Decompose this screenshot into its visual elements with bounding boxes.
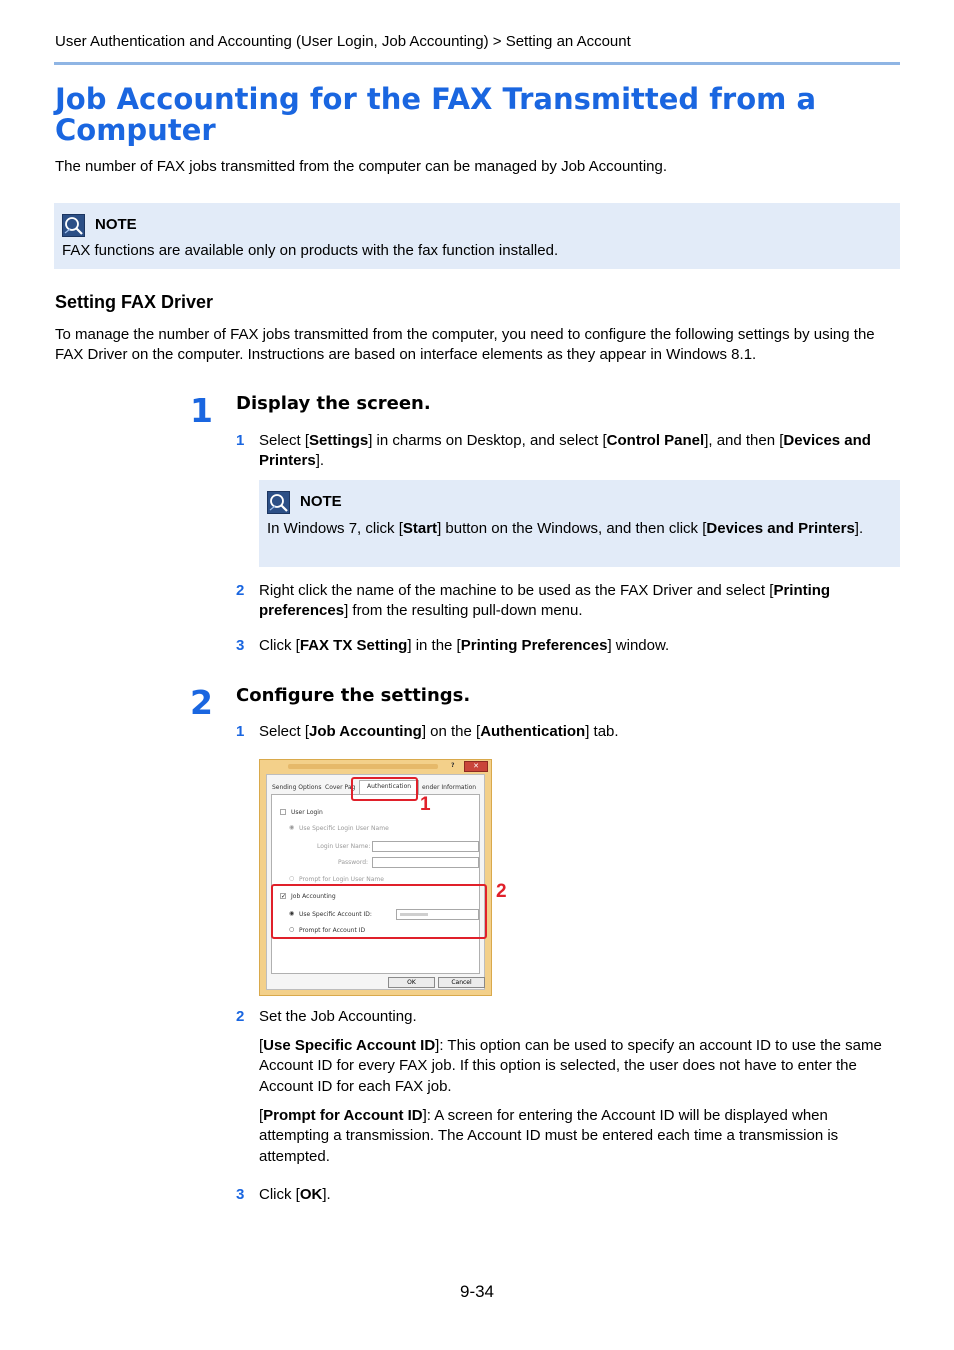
tab-label: Authentication: [367, 783, 412, 790]
text-run: ] from the resulting pull-down menu.: [344, 602, 583, 620]
text-run: In Windows 7, click [: [267, 520, 403, 537]
text-run: ].: [322, 1186, 331, 1203]
breadcrumb: User Authentication and Accounting (User Login, Job Accounting) > Setting an Account: [55, 33, 631, 50]
user-login-checkbox[interactable]: [280, 809, 286, 815]
ui-term: Control Panel: [606, 432, 705, 449]
substep-text: Set the Job Accounting.: [259, 1008, 417, 1025]
note-text: [267, 519, 877, 539]
callout-number: 2: [496, 881, 507, 902]
ui-term: Start: [402, 520, 438, 537]
user-login-label: User Login: [291, 809, 323, 816]
section-title: Setting FAX Driver: [55, 292, 214, 312]
dialog-body: [266, 774, 485, 990]
login-user-name-label: Login User Name:: [317, 843, 371, 850]
text-run: ].: [315, 452, 325, 470]
use-specific-account-label: Use Specific Account ID:: [299, 911, 372, 918]
close-icon[interactable]: ✕: [464, 761, 488, 772]
ok-button[interactable]: OK: [388, 977, 435, 988]
password-field[interactable]: [372, 857, 479, 868]
help-button[interactable]: ?: [451, 762, 455, 769]
prompt-account-label: Prompt for Account ID: [299, 927, 366, 934]
step-number: 2: [190, 683, 213, 722]
note-label: NOTE: [300, 493, 342, 511]
ui-term: Job Accounting: [309, 723, 422, 740]
radio-icon[interactable]: ◉: [289, 910, 295, 917]
note-header: [62, 214, 137, 237]
note-box: [259, 480, 900, 567]
note-header: [267, 491, 342, 514]
substep-text: [259, 722, 899, 742]
text-run: ].: [854, 520, 864, 537]
tab-sending-options[interactable]: Sending Options: [272, 784, 322, 791]
highlight-frame: [351, 777, 418, 801]
login-user-name-field[interactable]: [372, 841, 479, 852]
substep-number: 2: [236, 1008, 245, 1025]
step-number: 1: [190, 391, 213, 430]
substep-number: 2: [236, 582, 245, 599]
ui-term: Authentication: [480, 723, 586, 740]
text-run: ] in the [: [407, 637, 461, 654]
ui-term: Printing preferences: [259, 582, 831, 620]
option-description: [Use Specific Account ID]: This option can be used to specify an account ID to use the same Account ID for every FAX job. If this option is selected, the user does not have to enter the Account ID for each FAX job.: [259, 1037, 882, 1095]
note-icon: [62, 214, 85, 237]
option-description: [Prompt for Account ID]: A screen for entering the Account ID will be displayed when attempting a transmission. The Account ID must be entered each time a transmission is attempted.: [259, 1107, 839, 1165]
substep-number: 1: [236, 723, 245, 740]
dialog-screenshot: [259, 759, 507, 996]
header-rule: [54, 62, 900, 65]
ui-term: Devices and Printers: [706, 520, 855, 537]
text-run: ] tab.: [585, 723, 619, 740]
radio-icon[interactable]: ◉: [289, 824, 295, 831]
cancel-button[interactable]: Cancel: [438, 977, 485, 988]
note-box: [54, 203, 900, 269]
substep-number: 1: [236, 432, 245, 449]
radio-icon[interactable]: ○: [289, 926, 295, 933]
text-run: ]: This option can be used to specify an account ID to use the same Account ID for every FAX job. If this option is selected, the user does not have to enter the Account ID for each FAX job.: [259, 1037, 882, 1095]
step-title: Display the screen.: [236, 393, 431, 414]
text-run: ]: A screen for entering the Account ID will be displayed when attempting a transmission. The Account ID must be entered each time a transmission is attempted.: [259, 1107, 839, 1165]
ui-term: OK: [299, 1186, 323, 1203]
callout-number: 1: [420, 794, 431, 815]
tab-cover-page[interactable]: Cover Pag: [325, 784, 356, 791]
ui-term: Devices and Printers: [259, 432, 871, 470]
substep-number: 3: [236, 1186, 245, 1203]
step-title: Configure the settings.: [236, 685, 471, 706]
substep-text: [259, 1185, 899, 1205]
job-accounting-checkbox[interactable]: ✓: [281, 893, 287, 900]
text-run: Click [: [259, 637, 300, 654]
text-run: ] in charms on Desktop, and select [: [368, 432, 607, 449]
section-paragraph: To manage the number of FAX jobs transmitted from the computer, you need to configure the following settings by using the FAX Driver on the computer. Instructions are based on interface elements as they appear in Windows 8.1.: [55, 326, 875, 364]
substep-number: 3: [236, 637, 245, 654]
note-icon: [267, 491, 290, 514]
ui-term: Printing Preferences: [460, 637, 608, 654]
dialog-title-bar-blurred: [288, 764, 438, 769]
tab-sender-information[interactable]: ender Information: [422, 784, 477, 791]
ui-term: Prompt for Account ID: [263, 1107, 423, 1124]
text-run: Select [: [259, 723, 310, 740]
use-specific-login-label: Use Specific Login User Name: [299, 825, 389, 832]
text-run: ], and then [: [704, 432, 784, 449]
text-run: Select [: [259, 432, 310, 449]
text-run: Click [: [259, 1186, 300, 1203]
radio-icon[interactable]: ○: [289, 875, 295, 882]
note-label: NOTE: [95, 216, 137, 234]
intro-text: The number of FAX jobs transmitted from the computer can be managed by Job Accounting.: [55, 158, 667, 175]
note-text: FAX functions are available only on products with the fax function installed.: [62, 242, 559, 259]
ui-term: Use Specific Account ID: [263, 1037, 436, 1054]
page-number: 9-34: [459, 1282, 495, 1301]
substep-text: [259, 581, 899, 622]
substep-text: [259, 636, 899, 656]
substep-text: [259, 431, 899, 472]
text-run: ] button on the Windows, and then click [: [437, 520, 707, 537]
prompt-login-label: Prompt for Login User Name: [299, 876, 384, 883]
text-run: ] window.: [607, 637, 670, 654]
page-title: Job Accounting for the FAX Transmitted from a Computer: [55, 82, 817, 147]
text-run: ] on the [: [421, 723, 481, 740]
job-accounting-label: Job Accounting: [291, 893, 336, 900]
ui-term: Settings: [309, 432, 369, 449]
password-label: Password:: [338, 859, 369, 866]
highlight-frame: [271, 884, 487, 939]
ui-term: FAX TX Setting: [299, 637, 408, 654]
text-run: Right click the name of the machine to be used as the FAX Driver and select [: [259, 582, 774, 599]
